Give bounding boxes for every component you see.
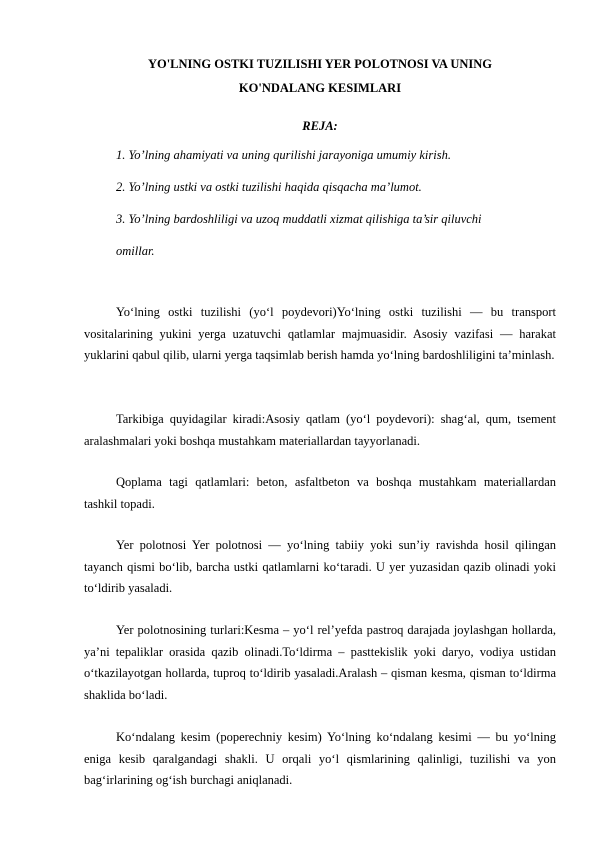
plan-item-3-continued: omillar. — [116, 244, 155, 258]
plan-item-1: 1. Yo’lning ahamiyati va uning qurilishi jarayoniga umumiy kirish. — [116, 148, 451, 162]
paragraph-cross-section: Ko‘ndalang kesim (poperechniy kesim) Yo‘lning ko‘ndalang kesimi — bu yo‘lning eniga kesib qaralgandagi shakli. U orqali yo‘l qismlarining qalinligi, tuzilishi va yon bag‘irlarining og‘ish burchagi aniqlanadi. — [84, 730, 556, 788]
paragraph-composition: Tarkibiga quyidagilar kiradi:Asosiy qatlam (yo‘l poydevori): shag‘al, qum, tsement aralashmalari yoki boshqa mustahkam materiallardan tayyorlanadi. — [84, 412, 556, 448]
plan-item-3: 3. Yo’lning bardoshliligi va uzoq muddatli xizmat qilishiga ta’sir qiluvchi — [116, 212, 482, 226]
paragraph-subgrade-structure: Yo‘lning ostki tuzilishi (yo‘l poydevori)Yo‘lning ostki tuzilishi — bu transport vositalarining yukini yerga uzatuvchi qatlamlar majmuasidir. Asosiy vazifasi — harakat yuklarini qabul qilib, ularni yerga taqsimlab berish hamda yo‘lning bardoshliligini ta’minlash. — [84, 305, 556, 363]
paragraph-roadbed-types: Yer polotnosining turlari:Kesma – yo‘l rel’yefda pastroq darajada joylashgan hollarda, ya’ni tepaliklar orasida qazib olinadi.To‘ldirma – pasttekislik yoki daryo, vodiya ustidan o‘tkazilayotgan hollarda, tuproq to‘ldirib yasaladi.Aralash – qisman kesma, qisman to‘ldirma shaklida bo‘ladi. — [84, 623, 556, 702]
document-title-line-2: KO'NDALANG KESIMLARI — [238, 81, 402, 95]
paragraph-pavement-layers: Qoplama tagi qatlamlari: beton, asfaltbeton va boshqa mustahkam materiallardan tashkil topadi. — [84, 475, 556, 511]
plan-item-2: 2. Yo’lning ustki va ostki tuzilishi haqida qisqacha ma’lumot. — [116, 180, 422, 194]
document-title-line-1: YO'LNING OSTKI TUZILISHI YER POLOTNOSI VA UNING — [147, 57, 493, 71]
paragraph-earth-roadbed: Yer polotnosi Yer polotnosi — yo‘lning tabiiy yoki sun’iy ravishda hosil qilingan tayanch qismi bo‘lib, barcha ustki qatlamlarni ko‘taradi. U yer yuzasidan qazib olinadi yoki to‘ldirib yasaladi. — [84, 538, 556, 596]
plan-heading: REJA: — [302, 119, 338, 133]
